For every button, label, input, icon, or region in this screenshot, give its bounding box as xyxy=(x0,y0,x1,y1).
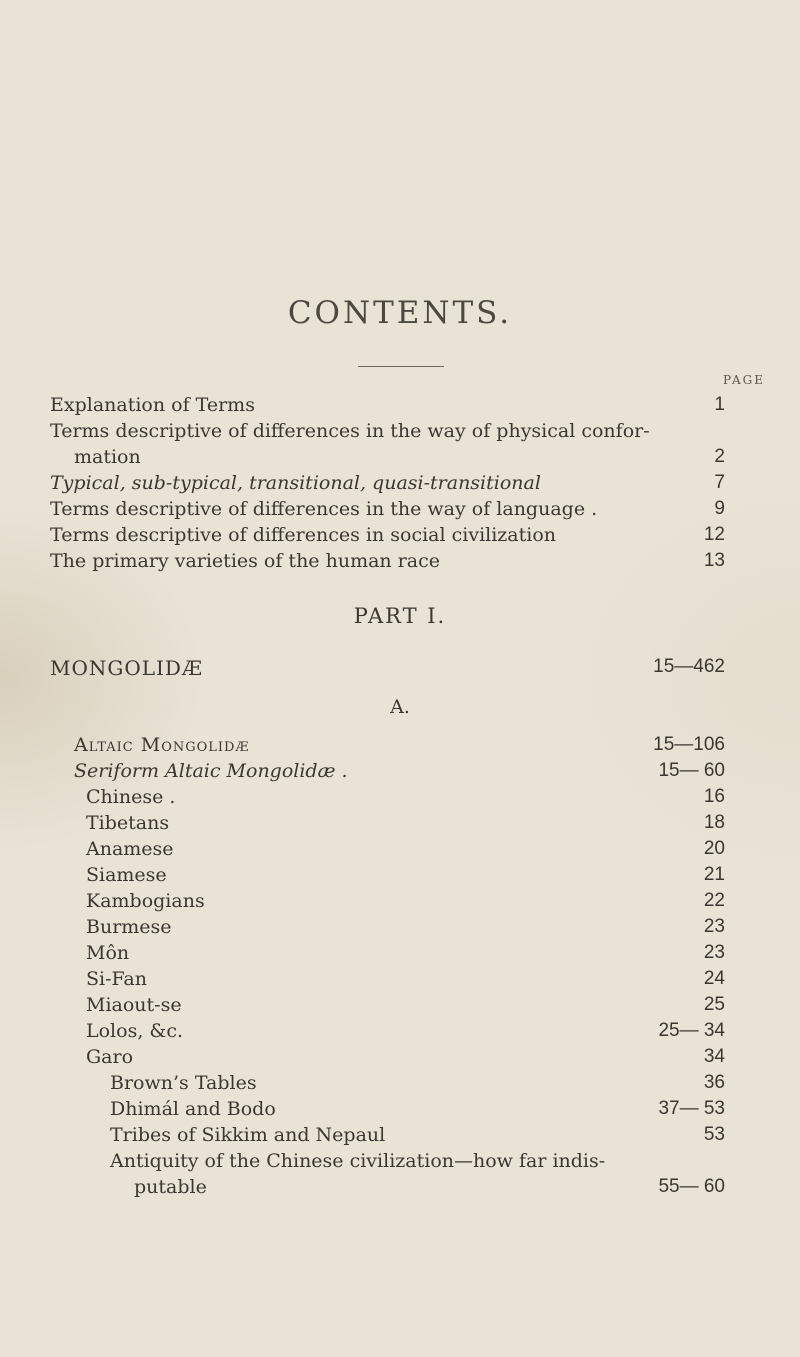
section-letter: A. xyxy=(390,696,410,718)
toc-entry-label: Terms descriptive of differences in the way of physical confor- xyxy=(50,420,650,442)
toc-entry-label: Kambogians xyxy=(86,890,205,912)
page-column-label: PAGE xyxy=(723,373,765,387)
toc-entry-page: 22 xyxy=(703,890,725,911)
toc-section-label: MONGOLIDÆ xyxy=(50,656,203,680)
toc-entry-label: Lolos, &c. xyxy=(86,1020,183,1042)
toc-entry xyxy=(0,1124,800,1152)
toc-section-page: 15—462 xyxy=(653,656,725,677)
toc-entry-page: 18 xyxy=(703,812,725,833)
toc-entry xyxy=(0,394,800,422)
page-title: CONTENTS. xyxy=(287,295,513,331)
toc-entry-page: 21 xyxy=(703,864,725,885)
toc-entry-page: 23 xyxy=(703,942,725,963)
toc-entry-page: 24 xyxy=(703,968,725,989)
toc-entry-label: Miaout-se xyxy=(86,994,182,1016)
toc-entry-label: Explanation of Terms xyxy=(50,394,255,416)
toc-entry xyxy=(0,864,800,892)
toc-entry-label: Tribes of Sikkim and Nepaul xyxy=(110,1124,386,1146)
toc-entry xyxy=(0,498,800,526)
toc-entry xyxy=(0,812,800,840)
toc-entry xyxy=(0,838,800,866)
toc-entry-label: Tibetans xyxy=(86,812,170,834)
title-divider xyxy=(358,366,444,367)
toc-entry xyxy=(0,786,800,814)
toc-entry xyxy=(0,550,800,578)
toc-entry xyxy=(0,420,800,448)
toc-entry-page: 34 xyxy=(703,1046,725,1067)
toc-subsection-label: Altaic Mongolidæ xyxy=(74,734,250,756)
toc-entry-label: Burmese xyxy=(86,916,172,938)
toc-entry xyxy=(0,1020,800,1048)
toc-entry-label: Dhimál and Bodo xyxy=(110,1098,276,1120)
toc-entry-page: 37— 53 xyxy=(658,1098,725,1119)
toc-entry xyxy=(0,446,800,474)
toc-subsection-page: 15— 60 xyxy=(658,760,725,781)
toc-entry-label: putable xyxy=(134,1176,207,1198)
toc-entry-label: Typical, sub-typical, transitional, quasi-transitional xyxy=(50,472,541,494)
toc-entry xyxy=(0,1046,800,1074)
toc-entry xyxy=(0,472,800,500)
toc-entry-page: 53 xyxy=(703,1124,725,1145)
toc-entry-page: 55— 60 xyxy=(658,1176,725,1197)
toc-entry-page: 20 xyxy=(703,838,725,859)
toc-entry xyxy=(0,942,800,970)
toc-subsection-page: 15—106 xyxy=(653,734,725,755)
toc-subsection-label: Seriform Altaic Mongolidæ . xyxy=(74,760,348,782)
toc-entry xyxy=(0,968,800,996)
toc-subsection xyxy=(0,760,800,788)
toc-section xyxy=(0,656,800,684)
part-heading: PART I. xyxy=(353,604,447,628)
toc-entry xyxy=(0,994,800,1022)
toc-entry-page: 16 xyxy=(703,786,725,807)
toc-entry-label: Môn xyxy=(86,942,130,964)
toc-entry-label: Chinese . xyxy=(86,786,176,808)
toc-entry-page: 2 xyxy=(714,446,725,467)
toc-entry-page: 36 xyxy=(703,1072,725,1093)
toc-entry-page: 23 xyxy=(703,916,725,937)
toc-entry-label: Antiquity of the Chinese civilization—how far indis- xyxy=(110,1150,606,1172)
toc-entry-page: 13 xyxy=(703,550,725,571)
toc-entry-page: 9 xyxy=(714,498,725,519)
toc-entry xyxy=(0,890,800,918)
toc-entry-label: Terms descriptive of differences in social civilization xyxy=(50,524,557,546)
toc-entry xyxy=(0,1176,800,1204)
toc-entry xyxy=(0,1072,800,1100)
toc-entry-page: 25— 34 xyxy=(658,1020,725,1041)
toc-entry-page: 12 xyxy=(703,524,725,545)
toc-entry-label: Brown’s Tables xyxy=(110,1072,257,1094)
toc-entry xyxy=(0,916,800,944)
toc-entry-label: Anamese xyxy=(86,838,174,860)
toc-entry-page: 25 xyxy=(703,994,725,1015)
toc-entry-label: Garo xyxy=(86,1046,134,1068)
toc-entry-label: mation xyxy=(74,446,141,468)
toc-entry-label: The primary varieties of the human race xyxy=(50,550,440,572)
toc-entry-page: 7 xyxy=(714,472,725,493)
toc-entry xyxy=(0,1098,800,1126)
toc-entry-label: Si-Fan xyxy=(86,968,147,990)
toc-entry-label: Terms descriptive of differences in the way of language . xyxy=(50,498,598,520)
toc-entry xyxy=(0,524,800,552)
toc-entry-label: Siamese xyxy=(86,864,167,886)
toc-entry xyxy=(0,1150,800,1178)
toc-entry-page: 1 xyxy=(714,394,725,415)
toc-subsection xyxy=(0,734,800,762)
